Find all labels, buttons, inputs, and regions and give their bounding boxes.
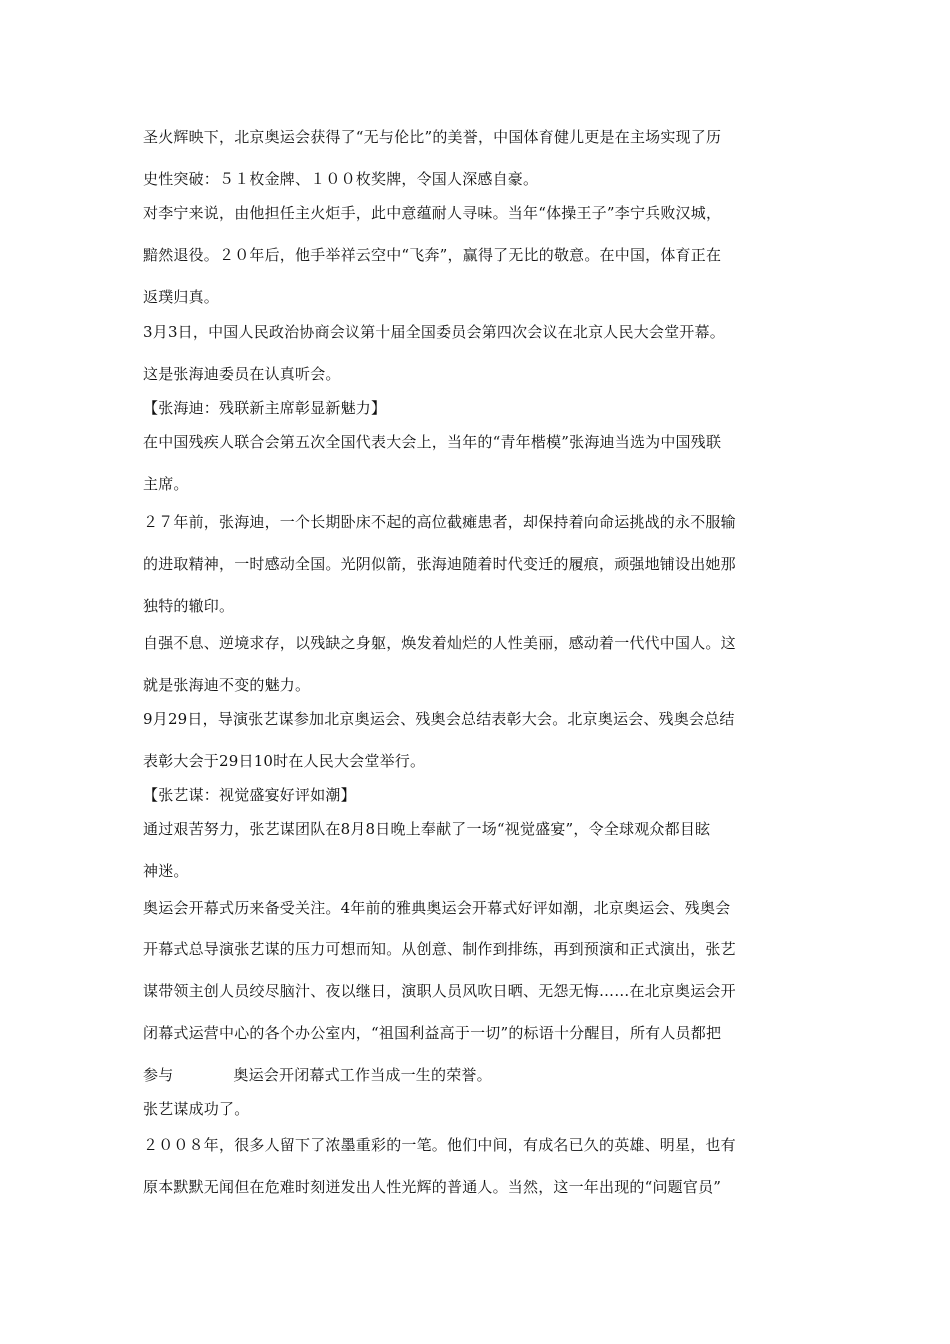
text-line: 开幕式总导演张艺谋的压力可想而知。从创意、制作到排练，再到预演和正式演出，张艺 bbox=[143, 940, 736, 958]
text-line: 通过艰苦努力，张艺谋团队在8月8日晚上奉献了一场“视觉盛宴”，令全球观众都目眩 bbox=[143, 820, 711, 838]
text-line: ２００８年，很多人留下了浓墨重彩的一笔。他们中间，有成名已久的英雄、明星，也有 bbox=[143, 1136, 736, 1154]
text-line: 9月29日，导演张艺谋参加北京奥运会、残奥会总结表彰大会。北京奥运会、残奥会总结 bbox=[143, 710, 735, 728]
section-heading: 【张海迪：残联新主席彰显新魅力】 bbox=[143, 399, 387, 417]
text-line: 圣火辉映下，北京奥运会获得了“无与伦比”的美誉，中国体育健儿更是在主场实现了历 bbox=[143, 128, 722, 146]
text-line: 自强不息、逆境求存，以残缺之身躯，焕发着灿烂的人性美丽，感动着一代代中国人。这 bbox=[143, 634, 736, 652]
text-line: 就是张海迪不变的魅力。 bbox=[143, 676, 311, 694]
text-line: 这是张海迪委员在认真听会。 bbox=[143, 365, 341, 383]
text-fragment: 奥运会开闭幕式工作当成一生的荣誉。 bbox=[233, 1066, 492, 1084]
text-fragment: 参与 bbox=[143, 1066, 174, 1084]
text-line: ２７年前，张海迪，一个长期卧床不起的高位截瘫患者，却保持着向命运挑战的永不服输 bbox=[143, 513, 736, 531]
text-line: 闭幕式运营中心的各个办公室内，“祖国利益高于一切”的标语十分醒目，所有人员都把 bbox=[143, 1024, 722, 1042]
text-line: 张艺谋成功了。 bbox=[143, 1100, 250, 1118]
text-line: 史性突破：５１枚金牌、１００枚奖牌，令国人深感自豪。 bbox=[143, 170, 539, 188]
text-line: 返璞归真。 bbox=[143, 288, 220, 306]
text-line: 原本默默无闻但在危难时刻迸发出人性光辉的普通人。当然，这一年出现的“问题官员” bbox=[143, 1178, 722, 1196]
text-line: 主席。 bbox=[143, 475, 189, 493]
text-line bbox=[143, 1065, 492, 1085]
text-line: 黯然退役。２０年后，他手举祥云空中“飞奔”，赢得了无比的敬意。在中国，体育正在 bbox=[143, 246, 722, 264]
text-line: 独特的辙印。 bbox=[143, 597, 235, 615]
text-line: 的进取精神，一时感动全国。光阴似箭，张海迪随着时代变迁的履痕，顽强地铺设出她那 bbox=[143, 555, 736, 573]
text-line: 谋带领主创人员绞尽脑汁、夜以继日，演职人员风吹日晒、无怨无悔……在北京奥运会开 bbox=[143, 982, 736, 1000]
text-line: 对李宁来说，由他担任主火炬手，此中意蕴耐人寻味。当年“体操王子”李宁兵败汉城， bbox=[143, 204, 722, 222]
text-line: 神迷。 bbox=[143, 862, 189, 880]
section-heading: 【张艺谋：视觉盛宴好评如潮】 bbox=[143, 786, 356, 804]
text-line: 3月3日，中国人民政治协商会议第十届全国委员会第四次会议在北京人民大会堂开幕。 bbox=[143, 323, 725, 341]
text-line: 表彰大会于29日10时在人民大会堂举行。 bbox=[143, 752, 426, 770]
text-line: 在中国残疾人联合会第五次全国代表大会上，当年的“青年楷模”张海迪当选为中国残联 bbox=[143, 433, 722, 451]
text-line: 奥运会开幕式历来备受关注。4年前的雅典奥运会开幕式好评如潮，北京奥运会、残奥会 bbox=[143, 899, 731, 917]
